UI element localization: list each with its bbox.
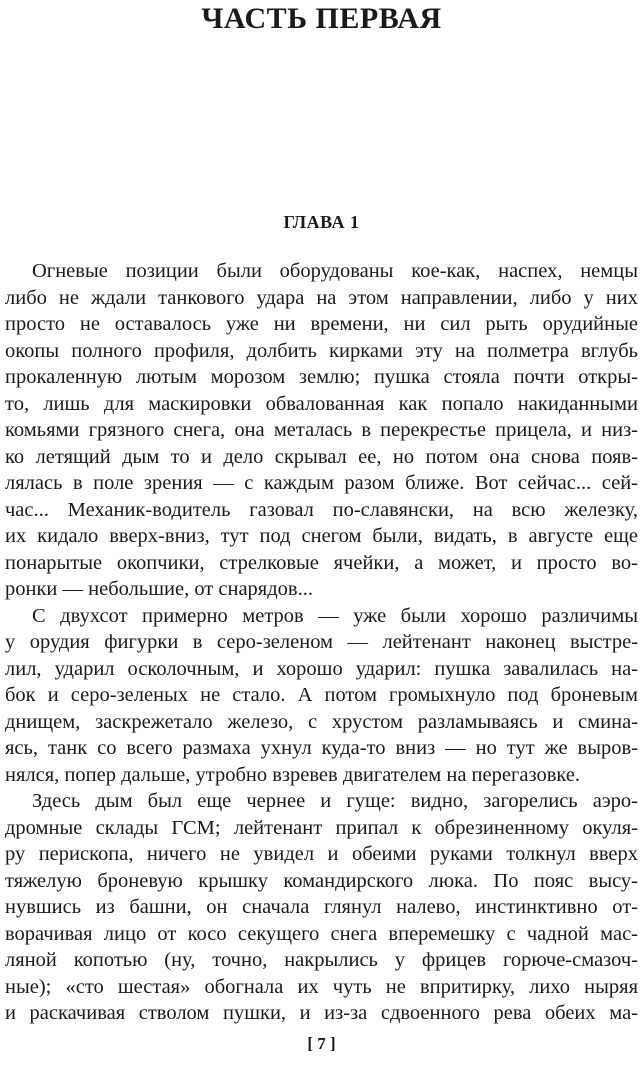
text-line: комьями грязного снега, она металась в перекрестье прицела, и низ-: [5, 419, 638, 441]
text-line: тяжелую броневую крышку командирского люка. По пояс высу-: [5, 869, 638, 892]
text-line: ру перископа, ничего не увидел и обеими руками толкнул вверх: [5, 843, 638, 865]
paragraph: [5, 603, 638, 789]
text-line: лялась в поле зрения — с каждым разом ближе. Вот сейчас... сей-: [5, 472, 638, 494]
text-line: нялся, попер дальше, утробно взревев двигателем на перегазовке.: [5, 763, 581, 786]
text-line: либо не ждали танкового удара на этом направлении, либо у них: [5, 286, 638, 309]
body-text: [5, 258, 638, 1027]
text-line: ясь, танк со всего размаха ухнул куда-то вниз — но тут же выров-: [5, 737, 638, 759]
text-line: ные); «сто шестая» обогнала их чуть не впритирку, лихо ныряя: [5, 975, 638, 998]
text-line: то, лишь для маскировки обвалованная как попало накиданными: [5, 392, 638, 415]
text-line: просто не оставалось уже ни времени, ни сил рыть орудийные: [5, 313, 638, 335]
text-line: ворачивая лицо от косо секущего снега вперемешку с чадной мас-: [5, 922, 638, 945]
text-line: понарытые окопчики, стрелковые ячейки, а может, и просто во-: [5, 551, 638, 574]
text-line: и раскачивая стволом пушки, и из-за сдвоенного рева обеих ма-: [5, 1002, 638, 1024]
text-line: дромные склады ГСМ; лейтенант припал к обрезиненному окуля-: [5, 816, 638, 839]
paragraph: [5, 258, 638, 603]
text-line: днищем, заскрежетало железо, с хрустом разламываясь и смина-: [5, 710, 638, 733]
chapter-title: ГЛАВА 1: [283, 212, 360, 232]
text-line: ляной копотью (ну, точно, накрылись у фрицев горюче-смазоч-: [5, 949, 638, 971]
page-number: [ 7 ]: [307, 1034, 336, 1053]
text-line: у орудия фигурки в серо-зеленом — лейтенант наконец выстре-: [5, 631, 638, 653]
paragraph: [5, 788, 638, 1027]
text-line: нувшись из башни, он сначала глянул налево, инстинктивно от-: [5, 896, 638, 918]
text-line: ронки — небольшие, от снарядов...: [5, 578, 313, 600]
text-line: ко летящий дым то и дело скрывал ее, но потом она снова появ-: [5, 445, 638, 468]
text-line: окопы полного профиля, долбить кирками эту на полметра вглубь: [5, 339, 638, 362]
text-line: их кидало вверх-вниз, тут под снегом были, видать, в августе еще: [5, 525, 638, 547]
text-line: Здесь дым был еще чернее и гуще: видно, загорелись аэро-: [32, 790, 638, 812]
text-line: прокаленную лютым морозом землю; пушка стояла почти откры-: [5, 366, 638, 388]
text-line: Огневые позиции были оборудованы кое-как, наспех, немцы: [32, 260, 638, 282]
part-title: ЧАСТЬ ПЕРВАЯ: [201, 2, 442, 35]
text-line: час... Механик-водитель газовал по-славянски, на всю железку,: [5, 498, 638, 521]
text-line: бок и серо-зеленых не стало. А потом громыхнуло под броневым: [5, 684, 638, 706]
text-line: С двухсот примерно метров — уже были хорошо различимы: [32, 604, 638, 627]
text-line: лил, ударил осколочным, и хорошо ударил: пушка завалилась на-: [5, 657, 638, 680]
